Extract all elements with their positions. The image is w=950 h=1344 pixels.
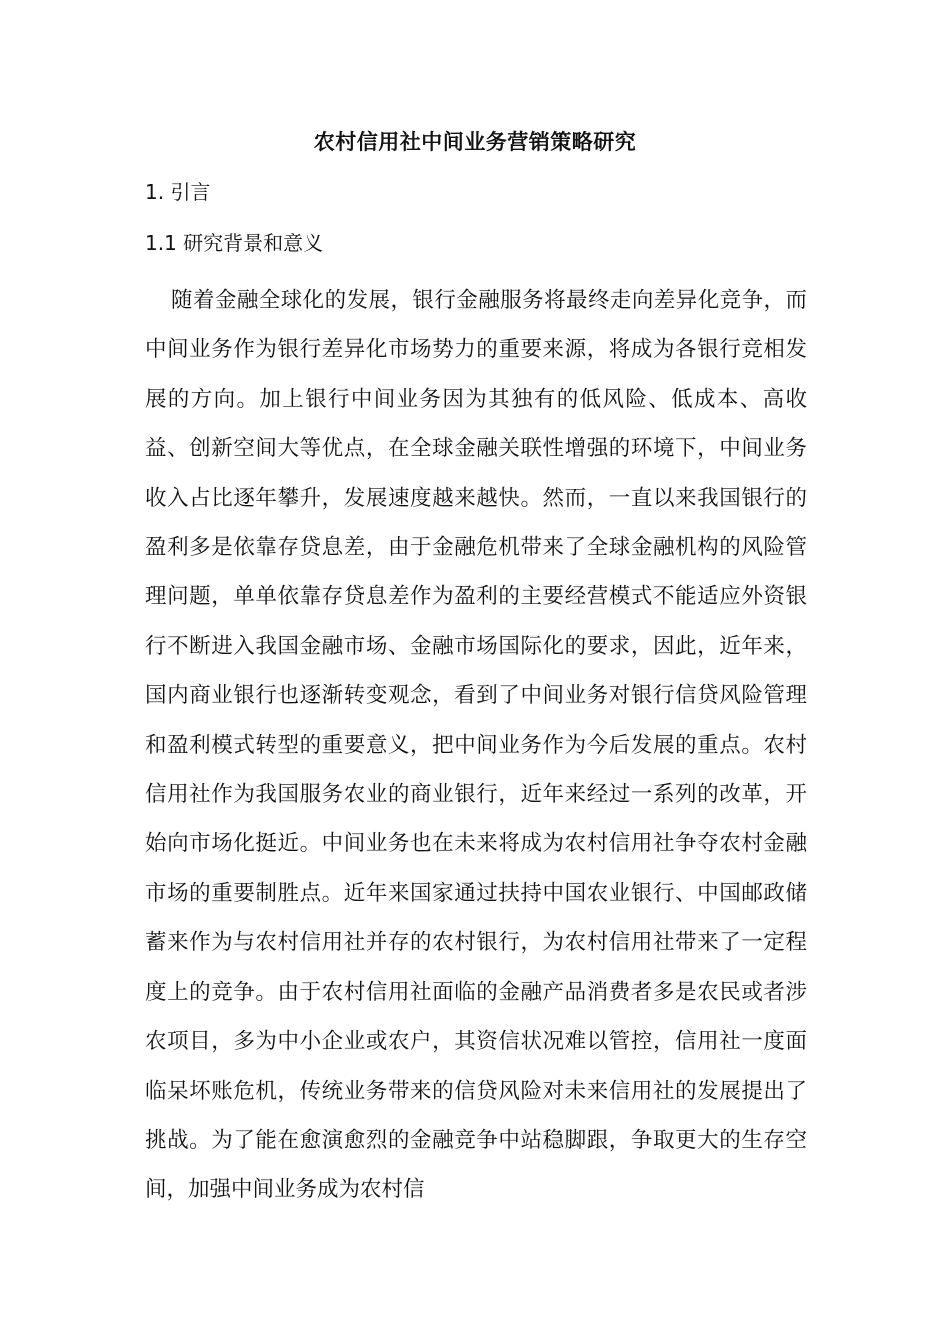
subsection-heading-background: 1.1 研究背景和意义 bbox=[145, 231, 324, 255]
document-title: 农村信用社中间业务营销策略研究 bbox=[313, 130, 637, 154]
body-paragraph: 随着金融全球化的发展，银行金融服务将最终走向差异化竞争，而中间业务作为银行差异化市场势力的重要来源，将成为各银行竞相发展的方向。加上银行中间业务因为其独有的低风险、低成本、高收益、创新空间大等优点，在全球金融关联性增强的环境下，中间业务收入占比逐年攀升，发展速度越来越快。然而，一直以来我国银行的盈利多是依靠存贷息差，由于金融危机带来了全球金融机构的风险管理问题，单单依靠存贷息差作为盈利的主要经营模式不能适应外资银行不断进入我国金融市场、金融市场国际化的要求，因此，近年来，国内商业银行也逐渐转变观念，看到了中间业务对银行信贷风险管理和盈利模式转型的重要意义，把中间业务作为今后发展的重点。农村信用社作为我国服务农业的商业银行，近年来经过一系列的改革，开始向市场化挺近。中间业务也在未来将成为农村信用社争夺农村金融市场的重要制胜点。近年来国家通过扶持中国农业银行、中国邮政储蓄来作为与农村信用社并存的农村银行，为农村信用社带来了一定程度上的竞争。由于农村信用社面临的金融产品消费者多是农民或者涉农项目，多为中小企业或农户，其资信状况难以管控，信用社一度面临呆坏账危机，传统业务带来的信贷风险对未来信用社的发展提出了挑战。为了能在愈演愈烈的金融竞争中站稳脚跟，争取更大的生存空间，加强中间业务成为农村信 bbox=[145, 288, 807, 1203]
section-heading-introduction: 1. 引言 bbox=[145, 180, 211, 204]
